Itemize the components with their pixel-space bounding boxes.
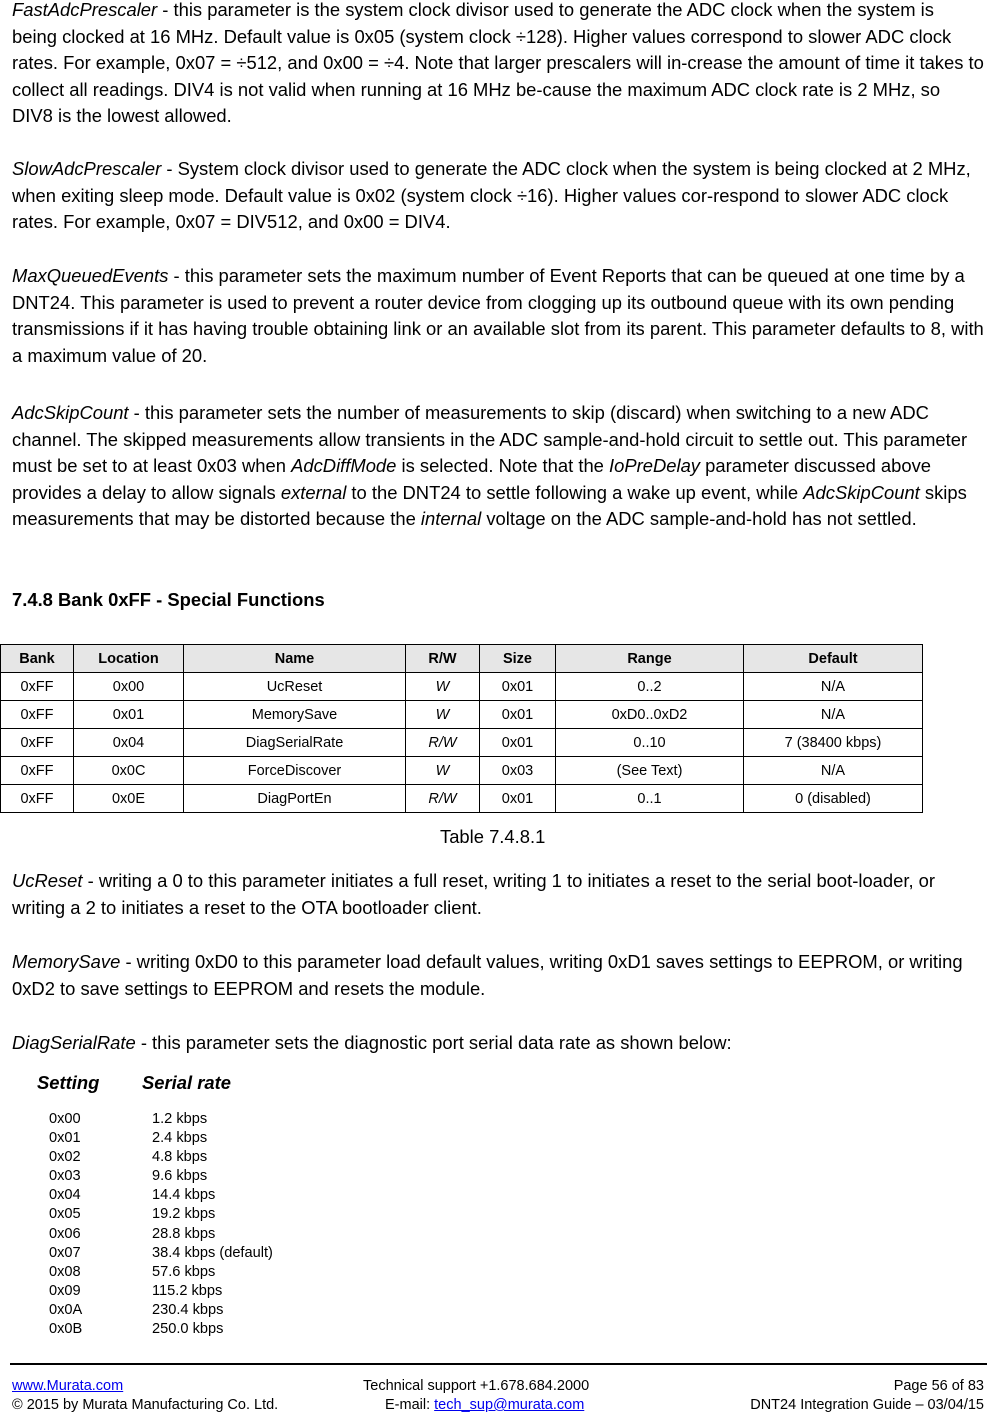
special-functions-table: [0, 644, 923, 813]
list-item: 0x05 19.2 kbps: [49, 1206, 216, 1223]
adc-skip-count-paragraph: AdcSkipCount - this parameter sets the number of measurements to skip (discard) when switching to a new ADC channel. The skipped measurements allow transients in the ADC sample-and-hold circuit to settle out. This parameter must be set to at least 0x03 when AdcDiffMode is selected. Note that the IoPreDelay parameter discussed above provides a delay to allow signals external to the DNT24 to settle following a wake up event, while AdcSkipCount skips measurements that may be distorted because the internal voltage on the ADC sample-and-hold has not settled.: [12, 402, 968, 530]
copyright-text: © 2015 by Murata Manufacturing Co. Ltd.: [12, 1397, 279, 1413]
cell-name: ForceDiscover: [184, 757, 406, 785]
param-term: SlowAdcPrescaler: [12, 158, 162, 179]
list-item: 0x02 4.8 kbps: [49, 1149, 208, 1166]
cell-location: 0x0E: [74, 785, 184, 813]
serial-rate-list: [49, 1110, 273, 1339]
email-link[interactable]: tech_sup@murata.com: [434, 1397, 585, 1413]
cell-bank: 0xFF: [1, 673, 74, 701]
list-item: 0x07 38.4 kbps (default): [49, 1244, 273, 1261]
cell-name: MemorySave: [184, 701, 406, 729]
cell-name: DiagSerialRate: [184, 729, 406, 757]
cell-range: 0..1: [556, 785, 744, 813]
cell-bank: 0xFF: [1, 785, 74, 813]
cell-location: 0x01: [74, 701, 184, 729]
cell-range: (See Text): [556, 757, 744, 785]
cell-size: 0x01: [480, 729, 556, 757]
cell-rw: W: [406, 757, 480, 785]
list-item: 0x01 2.4 kbps: [49, 1130, 208, 1147]
table-row: [1, 673, 923, 701]
section-heading: 7.4.8 Bank 0xFF - Special Functions: [12, 589, 325, 610]
cell-name: UcReset: [184, 673, 406, 701]
list-item: 0x00 1.2 kbps: [49, 1111, 208, 1127]
cell-bank: 0xFF: [1, 757, 74, 785]
cell-range: 0..2: [556, 673, 744, 701]
cell-bank: 0xFF: [1, 729, 74, 757]
table-row: [1, 757, 923, 785]
footer-divider: [10, 1363, 987, 1365]
cell-location: 0x00: [74, 673, 184, 701]
serial-rate-header: Serial rate: [142, 1072, 231, 1093]
page-number: Page 56 of 83: [893, 1378, 984, 1394]
cell-default: 0 (disabled): [744, 785, 923, 813]
list-item: 0x06 28.8 kbps: [49, 1225, 216, 1242]
param-term: MaxQueuedEvents: [12, 265, 169, 286]
cell-location: 0x0C: [74, 757, 184, 785]
max-queued-events-paragraph: MaxQueuedEvents - this parameter sets the maximum number of Event Reports that can be queued at one time by a DNT24. This parameter is used to prevent a router device from clogging up its outbound queue with its own pending transmissions if it has having trouble obtaining link or an available slot from its parent. This parameter defaults to 8, with a maximum value of 20.: [12, 265, 984, 366]
param-term: UcReset: [12, 870, 83, 891]
cell-name: DiagPortEn: [184, 785, 406, 813]
header-name: Name: [184, 645, 406, 673]
header-bank: Bank: [1, 645, 74, 673]
slow-adc-prescaler-paragraph: SlowAdcPrescaler - System clock divisor used to generate the ADC clock when the system is being clocked at 2 MHz, when exiting sleep mode. Default value is 0x02 (system clock ÷16). Higher values cor-respond to slower ADC clock rates. For example, 0x07 = DIV512, and 0x00 = DIV4.: [12, 158, 971, 233]
cell-rw: R/W: [406, 785, 480, 813]
header-range: Range: [556, 645, 744, 673]
cell-size: 0x01: [480, 785, 556, 813]
cell-default: 7 (38400 kbps): [744, 729, 923, 757]
support-email: E-mail: tech_sup@murata.com: [385, 1397, 585, 1413]
cell-default: N/A: [744, 673, 923, 701]
support-phone: Technical support +1.678.684.2000: [363, 1378, 590, 1394]
cell-range: 0xD0..0xD2: [556, 701, 744, 729]
uc-reset-paragraph: UcReset - writing a 0 to this parameter initiates a full reset, writing 1 to initiates a reset to the serial boot-loader, or writing a 2 to initiates a reset to the OTA bootloader client.: [12, 870, 936, 918]
diag-serial-rate-paragraph: DiagSerialRate - this parameter sets the diagnostic port serial data rate as shown below:: [12, 1032, 732, 1053]
cell-rw: W: [406, 673, 480, 701]
table-caption: Table 7.4.8.1: [440, 826, 546, 847]
header-location: Location: [74, 645, 184, 673]
list-item: 0x0A 230.4 kbps: [49, 1301, 224, 1318]
cell-bank: 0xFF: [1, 701, 74, 729]
table-header-row: [1, 645, 923, 673]
table-row: [1, 729, 923, 757]
cell-range: 0..10: [556, 729, 744, 757]
memory-save-paragraph: MemorySave - writing 0xD0 to this parameter load default values, writing 0xD1 saves settings to EEPROM, or writing 0xD2 to save settings to EEPROM and resets the module.: [12, 951, 963, 999]
param-term: AdcSkipCount: [12, 402, 129, 423]
cell-size: 0x03: [480, 757, 556, 785]
header-size: Size: [480, 645, 556, 673]
document-title: DNT24 Integration Guide – 03/04/15: [750, 1397, 984, 1413]
cell-size: 0x01: [480, 701, 556, 729]
setting-header: Setting: [37, 1072, 100, 1093]
cell-rw: R/W: [406, 729, 480, 757]
header-rw: R/W: [406, 645, 480, 673]
cell-default: N/A: [744, 701, 923, 729]
list-item: 0x09 115.2 kbps: [49, 1282, 223, 1299]
table-row: [1, 785, 923, 813]
cell-location: 0x04: [74, 729, 184, 757]
list-item: 0x04 14.4 kbps: [49, 1187, 216, 1204]
table-row: [1, 701, 923, 729]
param-term: MemorySave: [12, 951, 121, 972]
cell-rw: W: [406, 701, 480, 729]
cell-default: N/A: [744, 757, 923, 785]
list-item: 0x08 57.6 kbps: [49, 1263, 216, 1280]
fast-adc-prescaler-paragraph: FastAdcPrescaler - this parameter is the system clock divisor used to generate the ADC clock when the system is being clocked at 16 MHz. Default value is 0x05 (system clock ÷128). Higher values correspond to slower ADC clock rates. For example, 0x07 = ÷512, and 0x00 = ÷4. Note that larger prescalers will in-crease the amount of time it takes to collect all readings. DIV4 is not valid when running at 16 MHz be-cause the maximum ADC clock rate is 2 MHz, so DIV8 is the lowest allowed.: [12, 0, 984, 127]
website-link[interactable]: www.Murata.com: [12, 1378, 124, 1394]
cell-size: 0x01: [480, 673, 556, 701]
list-item: 0x03 9.6 kbps: [49, 1168, 208, 1185]
param-term: DiagSerialRate: [12, 1032, 136, 1053]
header-default: Default: [744, 645, 923, 673]
list-item: 0x0B 250.0 kbps: [49, 1321, 224, 1338]
param-term: FastAdcPrescaler: [12, 0, 158, 20]
